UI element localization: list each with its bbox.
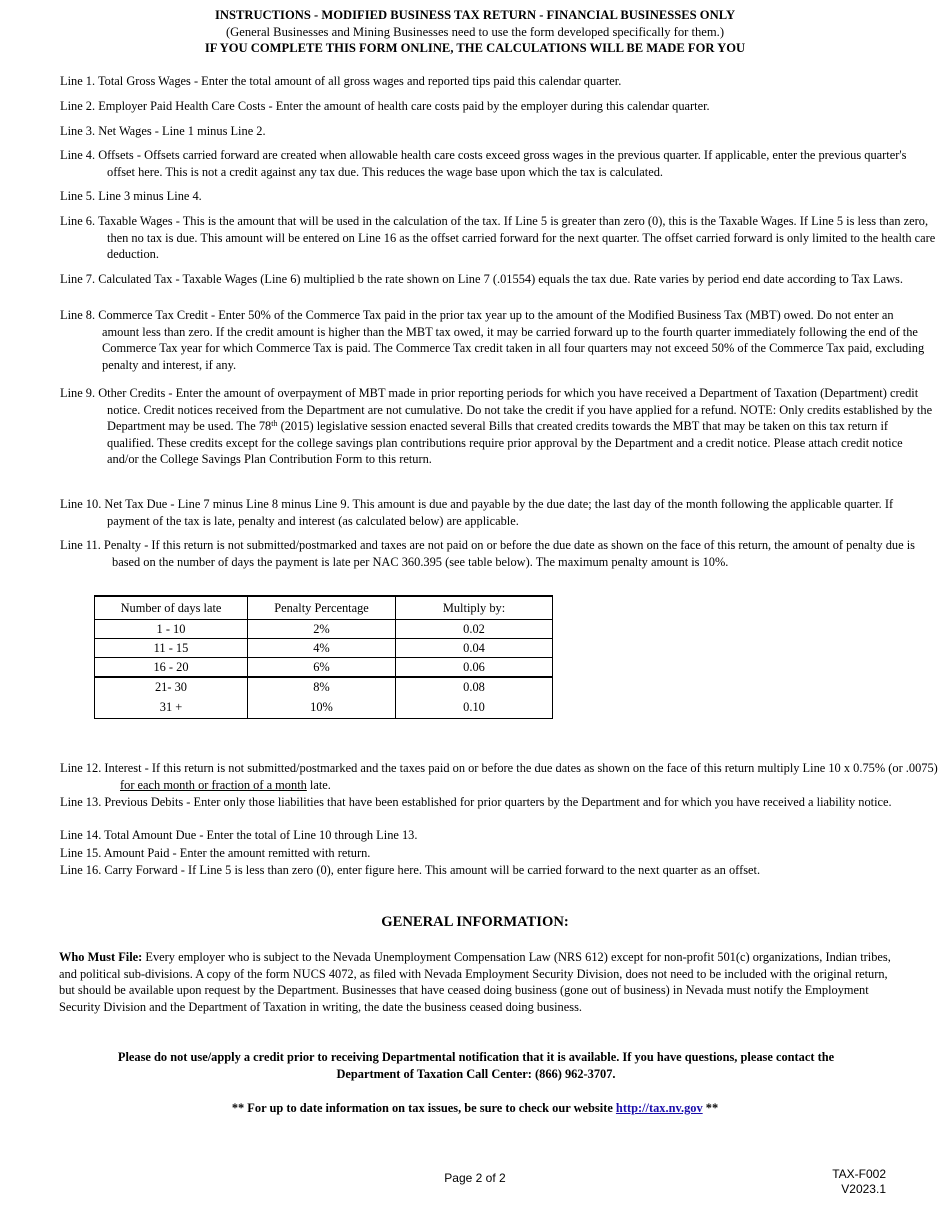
- multiplier-cell: 0.02: [396, 620, 553, 639]
- multiplier-cell: 0.10: [396, 696, 553, 719]
- percentage-cell: 6%: [248, 658, 396, 678]
- line-9-text-b: (2015) legislative session enacted several Bills that created credits towards the MBT that may be taken on this tax return if qualified. These credits except for the college savings plan contributions require prior approval by the Department and a credit notice. Please attach credit notice and/or the College Savings Plan Contribution Form to this return.: [107, 419, 903, 467]
- who-must-file-label: Who Must File:: [59, 950, 143, 964]
- credit-notice-line-2: Department of Taxation Call Center: (866) 962-3707.: [336, 1066, 616, 1081]
- who-must-file-paragraph: [59, 949, 891, 1015]
- page-number: Page 2 of 2: [444, 1171, 506, 1185]
- line-9-instruction: [60, 385, 937, 468]
- line-9-text-a: Line 9. Other Credits - Enter the amount of overpayment of MBT made in prior reporting periods for which you have received a Department of Taxation (Department) credit notice. Credit notices received from the Department are not cumulative. Do not take the credit if you have applied for a refund. NOTE: Only credits established by the Department may be used. The 78: [60, 386, 933, 434]
- credit-notice-line-1: Please do not use/apply a credit prior to receiving Departmental notification that it is available. If you have questions, please contact the: [117, 1050, 835, 1064]
- header-multiply-by: Multiply by:: [396, 596, 553, 620]
- line-10-instruction: Line 10. Net Tax Due - Line 7 minus Line 8 minus Line 9. This amount is due and payable by the due date; the last day of the month following the applicable quarter. If payment of the tax is late, penalty and interest (as calculated below) are applicable.: [60, 497, 894, 528]
- line-6-instruction: Line 6. Taxable Wages - This is the amount that will be used in the calculation of the tax. If Line 5 is greater than zero (0), this is the Taxable Wages. If Line 5 is less than zero, then no tax is due. This amount will be entered on Line 16 as the offset carried forward for the next quarter. The offset carried forward is only limited to the health care deduction.: [60, 214, 936, 262]
- line-16-instruction: Line 16. Carry Forward - If Line 5 is less than zero (0), enter figure here. This amount will be carried forward to the next quarter as an offset.: [60, 863, 761, 877]
- line-12-instruction: [60, 760, 950, 793]
- table-row: [95, 677, 553, 696]
- line-8-instruction: Line 8. Commerce Tax Credit - Enter 50% of the Commerce Tax paid in the prior tax year up to the amount of the Modified Business Tax (MBT) owed. Do not enter an amount less than zero. If the credit amount is higher than the MBT tax owed, it may be carried forward up to the fourth quarter immediately following the end of the Commerce Tax year for which Commerce Tax is paid. The Commerce Tax credit taken in all four quarters may not exceed 50% of the Commerce Tax paid, excluding penalty and interest, if any.: [60, 308, 925, 372]
- website-notice-prefix: ** For up to date information on tax issues, be sure to check our website: [231, 1101, 616, 1115]
- multiplier-cell: 0.08: [396, 677, 553, 696]
- online-note: IF YOU COMPLETE THIS FORM ONLINE, THE CALCULATIONS WILL BE MADE FOR YOU: [204, 41, 746, 56]
- line-15-instruction: Line 15. Amount Paid - Enter the amount remitted with return.: [60, 846, 371, 860]
- document-title: INSTRUCTIONS - MODIFIED BUSINESS TAX RETURN - FINANCIAL BUSINESSES ONLY: [214, 8, 736, 22]
- general-information-heading: GENERAL INFORMATION:: [381, 914, 569, 930]
- penalty-table: [94, 595, 553, 719]
- percentage-cell: 4%: [248, 639, 396, 658]
- multiplier-cell: 0.04: [396, 639, 553, 658]
- line-12-underlined-text: for each month or fraction of a month: [120, 777, 307, 792]
- line-11-instruction: Line 11. Penalty - If this return is not submitted/postmarked and taxes are not paid on or before the due date as shown on the face of this return, the amount of penalty due is based on the number of days the payment is late per NAC 360.395 (see table below). The maximum penalty amount is 10%.: [60, 538, 915, 569]
- penalty-table-header-row: [95, 596, 553, 620]
- days-cell: 21- 30: [95, 677, 248, 696]
- line-3-instruction: Line 3. Net Wages - Line 1 minus Line 2.: [60, 124, 266, 138]
- form-version: V2023.1: [841, 1182, 886, 1196]
- who-must-file-text: Every employer who is subject to the Nevada Unemployment Compensation Law (NRS 612) except for non-profit 501(c) organizations, Indian tribes, and political sub-divisions. A copy of the form NUCS 4072, as filed with Nevada Employment Security Division, does not need to be included with the original return, but should be available upon request by the Department. Businesses that have ceased doing business (gone out of business) in Nevada must notify the Employment Security Division and the Department of Taxation in writing, the date the business ceased doing business.: [59, 950, 891, 1014]
- percentage-cell: 10%: [248, 696, 396, 719]
- table-row: [95, 620, 553, 639]
- website-notice-suffix: **: [702, 1101, 719, 1115]
- table-row: [95, 639, 553, 658]
- website-link[interactable]: http://tax.nv.gov: [615, 1101, 703, 1115]
- website-notice: [0, 1100, 950, 1117]
- header-penalty-percentage: Penalty Percentage: [248, 596, 396, 620]
- days-cell: 31 +: [95, 696, 248, 719]
- line-12-text-b: late.: [306, 777, 331, 792]
- percentage-cell: 2%: [248, 620, 396, 639]
- line-12-text-a: Line 12. Interest - If this return is not submitted/postmarked and the taxes paid on or before the due dates as shown on the face of this return multiply Line 10 x 0.75% (or .0075): [60, 761, 938, 775]
- days-cell: 11 - 15: [95, 639, 248, 658]
- line-2-instruction: Line 2. Employer Paid Health Care Costs - Enter the amount of health care costs paid by the employer during this calendar quarter.: [60, 99, 710, 113]
- line-13-instruction: Line 13. Previous Debits - Enter only those liabilities that have been established for prior quarters by the Department and for which you have received a liability notice.: [60, 795, 892, 809]
- line-1-instruction: Line 1. Total Gross Wages - Enter the total amount of all gross wages and reported tips paid this calendar quarter.: [60, 74, 622, 88]
- form-identifier: [832, 1167, 886, 1197]
- table-row: [95, 658, 553, 678]
- line-7-instruction: Line 7. Calculated Tax - Taxable Wages (Line 6) multiplied b the rate shown on Line 7 (.01554) equals the tax due. Rate varies by period end date according to Tax Laws.: [60, 272, 903, 286]
- days-cell: 16 - 20: [95, 658, 248, 678]
- line-5-instruction: Line 5. Line 3 minus Line 4.: [60, 189, 202, 203]
- header-days-late: Number of days late: [95, 596, 248, 620]
- form-code: TAX-F002: [832, 1167, 886, 1181]
- line-4-instruction: Line 4. Offsets - Offsets carried forward are created when allowable health care costs exceed gross wages in the previous quarter. If applicable, enter the previous quarter's offset here. This is not a credit against any tax due. This reduces the wage base upon which the tax is calculated.: [60, 148, 907, 179]
- multiplier-cell: 0.06: [396, 658, 553, 678]
- table-row: [95, 696, 553, 719]
- document-header: [0, 7, 950, 57]
- credit-notice: [60, 1049, 892, 1082]
- days-cell: 1 - 10: [95, 620, 248, 639]
- line-14-instruction: Line 14. Total Amount Due - Enter the total of Line 10 through Line 13.: [60, 828, 418, 842]
- ordinal-suffix: th: [271, 419, 278, 429]
- document-subtitle: (General Businesses and Mining Businesses need to use the form developed specifically for them.): [225, 24, 725, 39]
- percentage-cell: 8%: [248, 677, 396, 696]
